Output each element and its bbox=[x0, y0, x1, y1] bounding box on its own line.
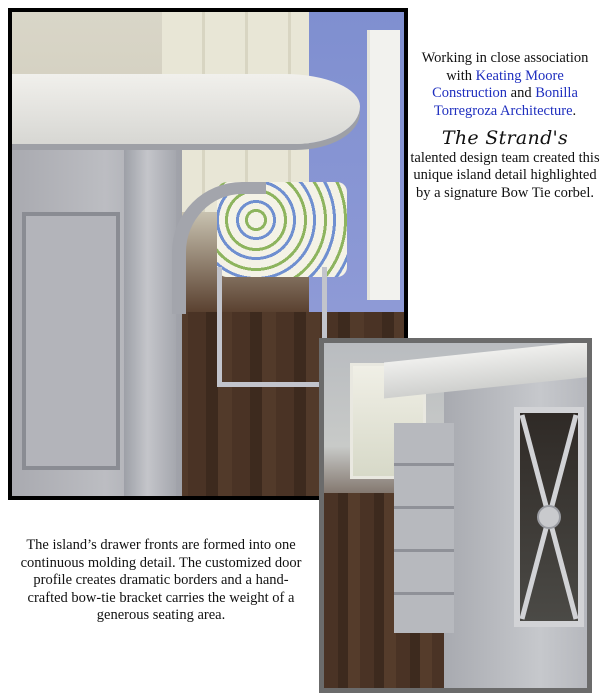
x-glass-door bbox=[514, 407, 584, 627]
island-panel bbox=[22, 212, 120, 470]
description-bottom: The island’s drawer fronts are formed into one continuous molding detail. The customized door profile creates dramatic borders and a hand-crafted bow-tie bracket carries the weight of a generous seating area. bbox=[20, 537, 302, 623]
window-frame bbox=[367, 30, 400, 300]
island-door-photo bbox=[319, 338, 592, 693]
bonilla-torregroza-link[interactable]: Bonilla Torregroza Architecture bbox=[433, 85, 578, 119]
description-top: talented design team created this unique island detail highlighted by a signature Bow Tie corbel. bbox=[410, 149, 600, 201]
island-drawers bbox=[394, 423, 454, 633]
brand-name: The Strand's bbox=[441, 127, 569, 149]
intro-text-block bbox=[410, 50, 600, 202]
x-muntin bbox=[520, 413, 578, 621]
keating-moore-link[interactable]: Keating Moore Construction bbox=[432, 67, 564, 101]
intro-period: . bbox=[572, 102, 577, 119]
marble-countertop bbox=[12, 74, 360, 144]
intro-prefix: Working in close association with bbox=[421, 50, 589, 84]
island-pilaster bbox=[124, 132, 176, 500]
intro-and: and bbox=[510, 85, 532, 101]
